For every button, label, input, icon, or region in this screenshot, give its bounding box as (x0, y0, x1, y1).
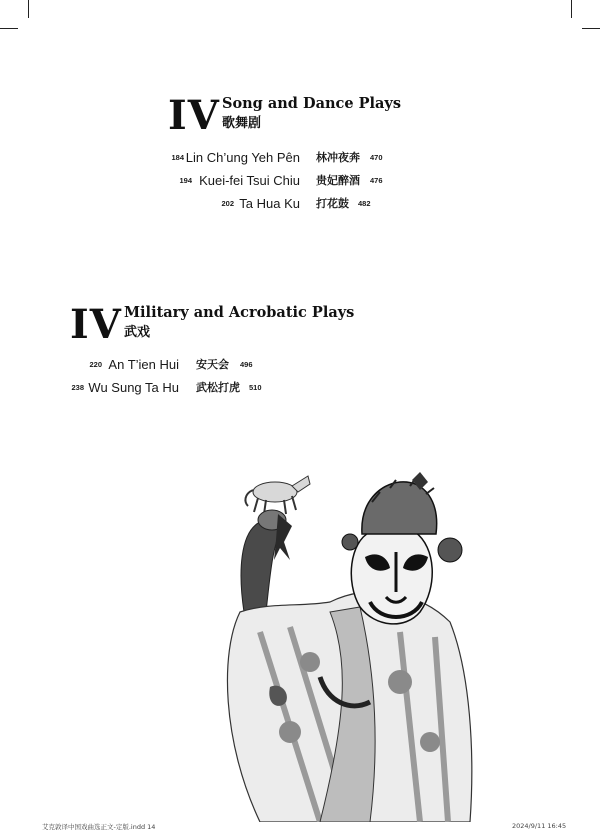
page-number-left: 202 (221, 199, 234, 208)
entry-title: Ta Hua Ku (239, 196, 300, 211)
crop-mark-top-right (571, 0, 572, 18)
entry-title-cn: 林冲夜奔 (316, 151, 360, 164)
section-title: Military and Acrobatic Plays (124, 304, 355, 321)
page-number-left: 220 (89, 360, 102, 369)
crop-mark-right-top (582, 28, 600, 29)
horse-figurine-icon (245, 476, 310, 514)
entry-title: Lin Ch’ung Yeh Pên (185, 150, 300, 165)
entry-title-cn: 贵妃醉酒 (316, 174, 360, 187)
entry-title: An T’ien Hui (108, 357, 179, 372)
opera-warrior-illustration (200, 462, 490, 822)
footer-timestamp: 2024/9/11 16:45 (512, 822, 567, 830)
painted-face-mask (351, 532, 432, 624)
page-number-right: 510 (249, 383, 262, 392)
section-title: Song and Dance Plays (222, 95, 402, 112)
section-title-cn: 武戏 (124, 325, 151, 340)
raised-arm (241, 510, 292, 612)
crop-mark-top-left (28, 0, 29, 18)
page-number-left: 194 (179, 176, 192, 185)
section-title-cn: 歌舞剧 (222, 116, 262, 131)
page-number-left: 238 (71, 383, 84, 392)
section-numeral: IV (168, 92, 220, 139)
entry-title-cn: 安天会 (196, 358, 229, 371)
page-number-right: 482 (358, 199, 371, 208)
page-number-right: 470 (370, 153, 383, 162)
footer-file-name: 艾克敦译中国戏曲选正文-定版.indd 14 (42, 823, 156, 831)
page-number-right: 476 (370, 176, 383, 185)
entry-title-cn: 打花鼓 (316, 197, 349, 210)
robe (227, 592, 471, 822)
crop-mark-left-top (0, 28, 18, 29)
page-number-right: 496 (240, 360, 253, 369)
entry-title: Wu Sung Ta Hu (88, 380, 179, 395)
entry-title: Kuei-fei Tsui Chiu (199, 173, 300, 188)
section-numeral: IV (70, 301, 122, 348)
entry-title-cn: 武松打虎 (196, 381, 240, 394)
page-number-left: 184 (171, 153, 184, 162)
